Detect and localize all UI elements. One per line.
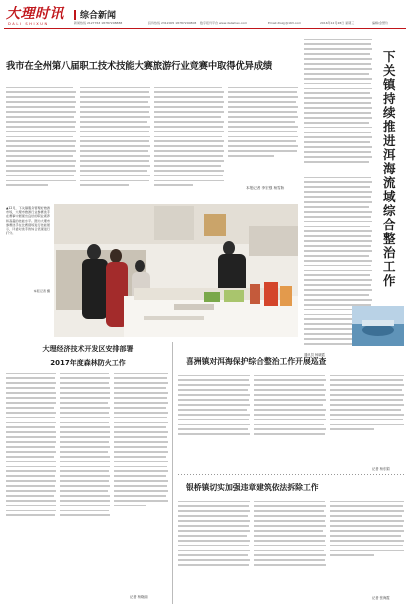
right-body-col-1 [304,36,372,170]
xizhou-body-col-2 [254,372,326,470]
right-photo-illustration [352,306,404,346]
fire-headline-block [6,344,170,368]
email: Email:dlsxjj@163.com [268,21,302,25]
lead-body-col-3 [154,84,224,192]
lead-headline: 我市在全州第八届职工技术技能大赛旅游行业竞赛中取得优异成绩 [6,61,273,72]
issue-info-1: 新闻热线 2127763 18787208888 [74,21,123,25]
section-label [74,4,144,21]
story-separator [178,474,404,475]
right-byline: 通讯员 杨晓霞 [304,353,325,357]
issue-info-2: 投诉热线 2312005 18787200808 [148,21,197,25]
lead-photo [54,204,298,337]
fire-headline-2: 2017年度森林防火工作 [50,359,126,367]
fire-byline: 记者 杨晓丽 [130,595,148,599]
section-title: 综合新闻 [80,11,117,21]
lead-body-col-1 [6,84,76,192]
right-vertical-headline [375,50,405,350]
right-headline: 下关镇持续推进洱海流域综合整治工作 [383,49,396,288]
column-divider-left [172,342,173,604]
xizhou-byline: 记者 杨东娟 [372,467,390,471]
yinqiao-body-col-2 [254,498,326,602]
yinqiao-byline: 记者 张海霞 [372,596,390,600]
section-divider [74,10,76,20]
editor-credit: 编辑/金慧玲 [372,21,389,25]
lead-byline: 本报记者 李宏强 杨雪娇 [246,186,285,190]
website: 数字报刊平台 www.daliehao.com [200,21,248,25]
fire-body-col-2 [60,370,110,600]
fire-headline-1: 大理经济技术开发区安排部署 [42,345,134,353]
lead-photo-illustration [54,204,298,337]
lead-body-col-4 [228,84,298,184]
fire-body-col-3 [114,370,168,592]
right-photo [352,306,404,346]
xizhou-body-col-1 [178,372,250,470]
photo-caption-box [6,206,50,296]
xizhou-headline: 喜洲镇对洱海保护综合整治工作开展巡查 [186,357,327,366]
yinqiao-headline: 银桥镇切实加强违章建筑依法拆除工作 [186,483,319,492]
masthead [0,0,410,34]
fire-body-col-1 [6,370,56,600]
masthead-logo-pinyin: DALI SHIXUN [8,22,49,26]
masthead-logo: 大理时讯 [6,6,64,22]
masthead-rule [4,28,406,29]
yinqiao-body-col-1 [178,498,250,602]
lead-body-col-2 [80,84,150,192]
xizhou-body-col-3 [330,372,404,470]
yinqiao-body-col-3 [330,498,404,594]
photo-caption: ▲12月，下关镇服务管理好旅游市场，大理市旅游行业参赛选手在赛事中展现出良好的职业素养和高超的技能水平。图为大理市参赛选手在比赛现场进行技能展示，评委对选手的综合表现进行打分。 [6,206,50,236]
photo-credit: 本报记者 摄 [33,289,50,293]
issue-date: 2016年12月28日 星期三 [320,21,355,25]
